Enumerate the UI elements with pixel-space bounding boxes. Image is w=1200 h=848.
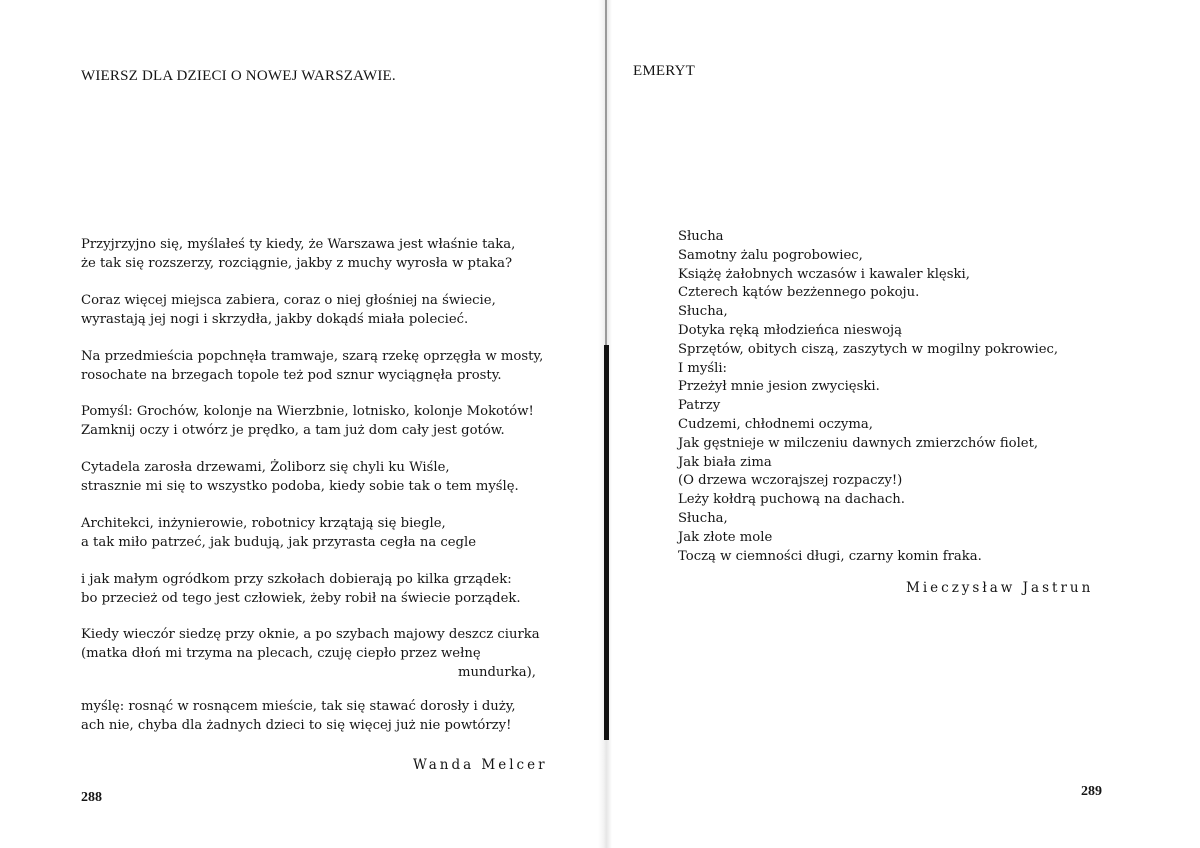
poem-line: a tak miło patrzeć, jak budują, jak przyrasta cegła na cegle [81,535,477,550]
poem-line: Toczą w ciemności długi, czarny komin fraka. [678,548,982,564]
poem-line: myślę: rosnąć w rosnącem mieście, tak się stawać dorosły i duży, [81,699,516,714]
poem-line: Architekci, inżynierowie, robotnicy krzątają się biegle, [81,516,446,531]
poem-line: Na przedmieścia popchnęła tramwaje, szarą rzekę oprzęgła w mosty, [81,349,544,364]
poem-line: Cudzemi, chłodnemi oczyma, [678,416,873,432]
page-number: 288 [81,790,102,805]
poem-line: bo przecież od tego jest człowiek, żeby robił na świecie porządek. [81,591,521,606]
poem-line: Dotyka ręką młodzieńca nieswoją [678,322,902,338]
poem-line: Kiedy wieczór siedzę przy oknie, a po szybach majowy deszcz ciurka [81,627,540,642]
poem-line: (O drzewa wczorajszej rozpaczy!) [678,473,903,489]
gutter-shadow-line [605,0,607,345]
author-signature: Wanda Melcer [413,757,548,773]
poem-line: Zamknij oczy i otwórz je prędko, a tam już dom cały jest gotów. [81,423,505,438]
poem-line: ach nie, chyba dla żadnych dzieci to się więcej już nie powtórzy! [81,718,512,733]
poem-title: WIERSZ DLA DZIECI O NOWEJ WARSZAWIE. [81,68,396,84]
page-number: 289 [1081,784,1102,799]
gutter-binding [604,345,609,740]
right-page [612,0,1200,848]
poem-line: wyrastają jej nogi i skrzydła, jakby dokądś miała polecieć. [81,312,469,327]
stanza [81,235,515,273]
poem-line: i jak małym ogródkom przy szkołach dobierają po kilka grządek: [81,572,512,587]
poem-line: Przyjrzyjno się, myślałeś ty kiedy, że Warszawa jest właśnie taka, [81,237,516,252]
stanza [81,291,496,329]
stanza [81,402,534,440]
stanza [81,458,519,496]
poem-line: Jak złote mole [678,529,773,545]
poem-line: Jak gęstnieje w milczeniu dawnych zmierzchów fiolet, [678,435,1039,451]
poem-line: Książę żałobnych wczasów i kawaler klęski, [678,266,970,282]
poem-line: Coraz więcej miejsca zabiera, coraz o niej głośniej na świecie, [81,293,496,308]
poem-line: Słucha [678,229,724,244]
poem-line: rosochate na brzegach topole też pod sznur wyciągnęła prosty. [81,368,502,383]
poem-line: Słucha, [678,304,728,320]
poem-line: Czterech kątów bezżennego pokoju. [678,285,920,301]
poem-line: Jak biała zima [678,454,772,470]
poem-line: że tak się rozszerzy, rozciągnie, jakby z muchy wyrosła w ptaka? [81,256,513,271]
stanza [81,697,516,735]
poem-line: Przeżył mnie jesion zwycięski. [678,379,880,395]
stanza [81,514,476,552]
poem-title: EMERYT [633,63,696,79]
poem-line: Samotny żalu pogrobowiec, [678,247,863,263]
poem-body [678,228,1058,566]
poem-line: Słucha, [678,510,728,526]
stanza [81,570,521,608]
poem-line: (matka dłoń mi trzyma na plecach, czuję ciepło przez wełnę [81,646,481,661]
author-signature: Mieczysław Jastrun [906,580,1094,596]
poem-line: Cytadela zarosła drzewami, Żoliborz się chyli ku Wiśle, [81,460,450,475]
poem-line: Pomyśl: Grochów, kolonje na Wierzbnie, lotnisko, kolonje Mokotów! [81,404,534,419]
poem-line: strasznie mi się to wszystko podoba, kiedy sobie tak o tem myślę. [81,479,519,494]
poem-line: Sprzętów, obitych ciszą, zaszytych w mogilny pokrowiec, [678,341,1059,357]
poem-line: Leży kołdrą puchową na dachach. [678,492,905,508]
poem-line-continuation: mundurka), [458,665,536,680]
poem-line: I myśli: [678,360,728,376]
poem-line: Patrzy [678,398,721,414]
stanza [81,625,540,682]
stanza [81,347,543,385]
